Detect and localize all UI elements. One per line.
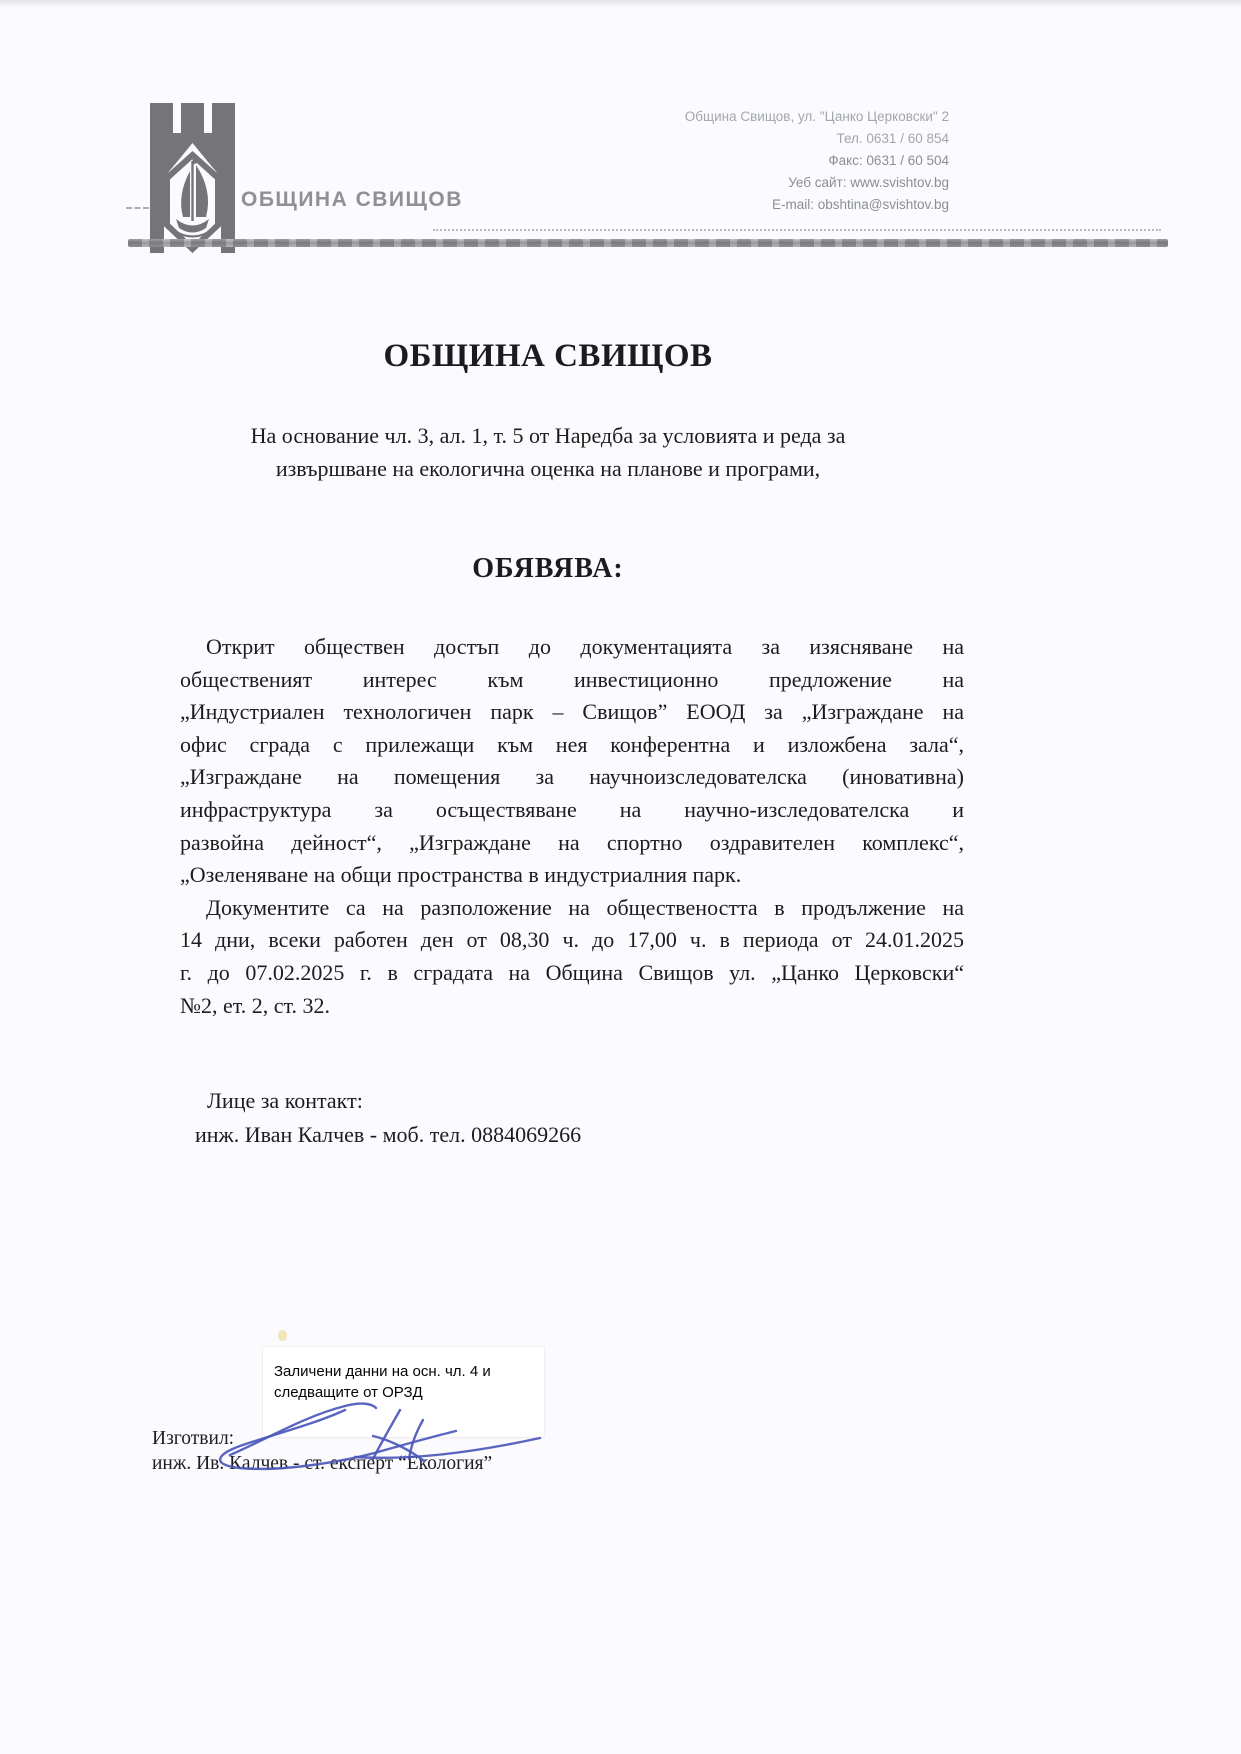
body-line: развойна дейност“, „Изграждане на спортно оздравителен комплекс“, [180,829,964,855]
letterhead-dotted-rule [433,229,1161,231]
document-body [180,338,964,1152]
body-line: г. до 07.02.2025 г. в сградата на Община Свищов ул. „Цанко Церковски“ [180,959,964,985]
legal-basis [180,419,916,485]
body-line: Открит обществен достъп до документацията за изясняване на [206,634,964,659]
contact-person-value: инж. Иван Калчев - моб. тел. 0884069266 [195,1122,582,1148]
letterhead-address: Община Свищов, ул. "Цанко Церковски" 2 [684,109,949,124]
body-line: 14 дни, всеки работен ден от 08,30 ч. до 17,00 ч. в периода от 24.01.2025 [180,927,964,953]
prepared-by-block [152,1426,492,1476]
letterhead-divider-band [128,239,1168,247]
scan-speck-artifact [278,1330,287,1341]
body-line: „Индустриален технологичен парк – Свищов” ЕООД за „Изграждане на [180,699,964,725]
redaction-note [263,1347,544,1437]
body-line: №2, ет. 2, ст. 32. [180,992,330,1018]
body-line: „Изграждане на помещения за научноизследователска (иновативна) [180,764,964,790]
scan-top-edge-artifact [0,0,1241,7]
legal-basis-line: извършване на екологична оценка на планове и програми, [275,456,821,481]
document-title: ОБЩИНА СВИЩОВ [383,338,713,374]
contact-person-label: Лице за контакт: [207,1088,363,1114]
contact-person-block [180,1084,964,1152]
body-line: общественият интерес към инвестиционно предложение на [180,666,964,692]
prepared-by-value: инж. Ив. Калчев - ст. експерт “Екология” [152,1453,493,1474]
redaction-note-line: следващите от ОРЗД [274,1383,423,1401]
body-line: инфраструктура за осъществяване на научно-изследователска и [180,796,964,822]
letterhead-left-rule [126,207,149,209]
body-line: „Озеленяване на общи пространства в индустриалния парк. [180,862,742,888]
letterhead-website: Уеб сайт: www.svishtov.bg [788,175,949,190]
body-line: офис сграда с прилежащи към нея конферентна и изложбена зала“, [180,731,964,757]
announcement-paragraphs [180,631,964,1022]
letterhead-email: E-mail: obshtina@svishtov.bg [771,197,949,212]
redaction-note-line: Заличени данни на осн. чл. 4 и [274,1363,491,1380]
prepared-by-label: Изготвил: [152,1428,235,1449]
letterhead-phone: Тел. 0631 / 60 854 [836,131,949,146]
announce-heading: ОБЯВЯВА: [472,553,624,584]
body-line: Документите са на разположение на обществеността в продължение на [206,894,964,920]
municipality-logo-icon [150,103,235,248]
letterhead-fax: Факс: 0631 / 60 504 [828,153,949,168]
letterhead-org-name: ОБЩИНА СВИЩОВ [241,188,463,211]
legal-basis-line: На основание чл. 3, ал. 1, т. 5 от Наредба за условията и реда за [250,423,846,448]
letterhead-contact-block [685,106,949,216]
